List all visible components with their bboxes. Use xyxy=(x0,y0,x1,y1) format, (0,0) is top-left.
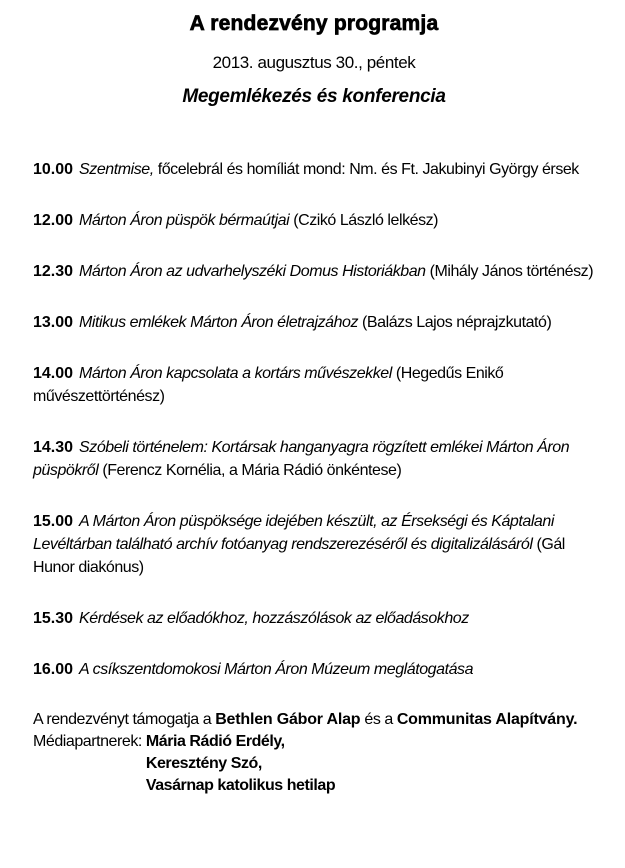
item-time: 15.00 xyxy=(33,513,74,530)
item-time: 15.30 xyxy=(33,610,74,627)
schedule-item xyxy=(33,158,595,181)
media-partners-line xyxy=(33,731,595,797)
media-partner: Mária Rádió Erdély, xyxy=(145,733,285,750)
item-title: Márton Áron kapcsolata a kortárs művészekkel xyxy=(79,365,392,382)
item-title: Szóbeli történelem: Kortársak hanganyagra rögzített emlékei Márton Áron püspökről xyxy=(33,439,570,479)
sponsors-prefix: A rendezvényt támogatja a xyxy=(33,711,216,728)
item-time: 14.00 xyxy=(33,365,74,382)
event-date: 2013. augusztus 30., péntek xyxy=(212,53,416,72)
item-time: 13.00 xyxy=(33,314,74,331)
item-title: A Márton Áron püspöksége idejében készült, az Érsekségi és Káptalani Levéltárban található archív fotóanyag rendszerezéséről és digitalizálásáról xyxy=(33,513,554,553)
item-time: 10.00 xyxy=(33,161,74,178)
schedule-item xyxy=(33,658,595,681)
item-detail: (Ferencz Kornélia, a Mária Rádió önkéntese) xyxy=(98,462,402,479)
sponsors-mid: és a xyxy=(360,711,397,728)
schedule-item xyxy=(33,209,595,232)
item-detail: (Czikó László lelkész) xyxy=(289,212,439,229)
item-time: 12.00 xyxy=(33,212,74,229)
schedule-item xyxy=(33,510,595,579)
item-title: Márton Áron az udvarhelyszéki Domus Historiákban xyxy=(79,263,426,280)
schedule-item xyxy=(33,260,595,283)
media-partners-list xyxy=(146,731,335,797)
schedule-item xyxy=(33,311,595,334)
schedule-item xyxy=(33,436,595,482)
media-partner: Keresztény Szó, xyxy=(145,755,262,772)
page-title: A rendezvény programja xyxy=(189,12,439,35)
schedule-item xyxy=(33,362,595,408)
item-title: Kérdések az előadókhoz, hozzászólások az előadásokhoz xyxy=(79,610,469,627)
sponsors-line xyxy=(33,709,595,731)
schedule-item xyxy=(33,607,595,630)
schedule-list xyxy=(33,158,595,681)
item-detail: (Gál Hunor diakónus) xyxy=(33,536,565,576)
item-detail: főcelebrál és homíliát mond: Nm. és Ft. Jakubinyi György érsek xyxy=(153,161,579,178)
item-time: 12.30 xyxy=(33,263,74,280)
item-time: 16.00 xyxy=(33,661,74,678)
item-title: Márton Áron püspök bérmaútjai xyxy=(79,212,290,229)
item-title: A csíkszentdomokosi Márton Áron Múzeum meglátogatása xyxy=(79,661,474,678)
sponsor-communitas-alapitvany: Communitas Alapítvány. xyxy=(396,711,578,728)
media-partner: Vasárnap katolikus hetilap xyxy=(145,777,336,794)
event-subtitle: Megemlékezés és konferencia xyxy=(182,86,446,107)
item-detail: (Mihály János történész) xyxy=(425,263,594,280)
sponsor-bethlen-gabor-alap: Bethlen Gábor Alap xyxy=(215,711,361,728)
item-detail: (Balázs Lajos néprajzkutató) xyxy=(358,314,552,331)
item-detail: (Hegedűs Enikő művészettörténész) xyxy=(33,365,504,405)
item-title: Szentmise, xyxy=(79,161,154,178)
item-time: 14.30 xyxy=(33,439,74,456)
media-partners-label: Médiapartnerek: xyxy=(33,733,146,750)
footer xyxy=(33,709,595,797)
item-title: Mitikus emlékek Márton Áron életrajzához xyxy=(79,314,359,331)
